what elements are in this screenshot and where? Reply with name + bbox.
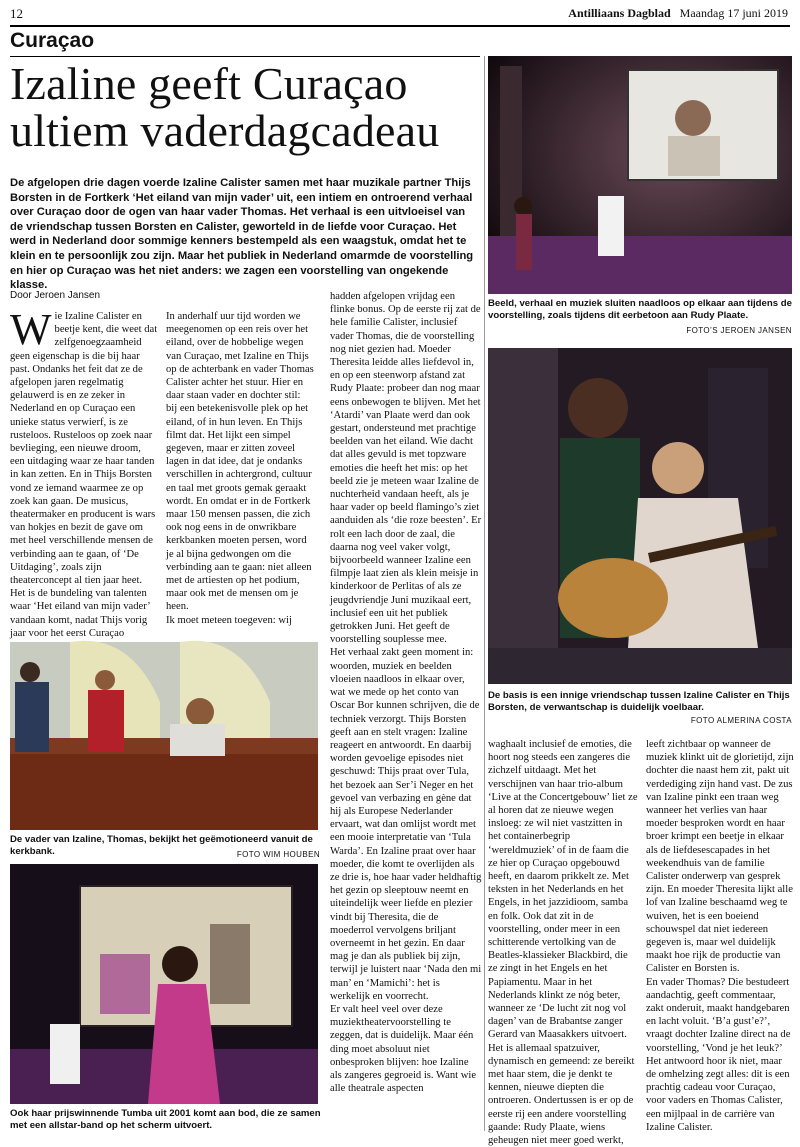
photo-tumba-performance-image	[10, 864, 318, 1104]
photo-duo-credit: FOTO ALMERINA COSTA	[690, 716, 792, 725]
photo-father-pew-image	[10, 642, 318, 830]
top-rule	[10, 25, 790, 27]
photo-duo-image	[488, 348, 792, 684]
photo-screen-tribute-caption: Beeld, verhaal en muziek sluiten naadloos op elkaar aan tijdens de voorstelling, zoals tijdens dit eerbetoon aan Rudy Plaate.	[488, 298, 792, 321]
photo-screen-tribute	[488, 56, 792, 294]
body-column-6: leeft zichtbaar op wanneer de muziek klinkt uit de glorietijd, zijn dochter die naast hem zit, pakt uit verdediging zijn hand vast. De zus van Izaline pinkt een traan weg wanneer het verlies van haar moeder besproken wordt en haar broer krimpt een beetje in elkaar als de liefdesescapades in het weekendhuis van de familie Calister onderwerp van gesprek zijn. En moeder Theresita lijkt alle lof van Izaline beschaamd weg te wuiven, het is een boeiend schouwspel dat niet iedereen gegeven is, maar wel duidelijk maakt hoe rijk de productie van Calister en Borsten is. En vader Thomas? Die bestudeert aandachtig, geeft commentaar, zakt onderuit, maakt handgebaren en lacht voluit. ‘B’a gust’e?’, vraagt dochter Izaline direct na de voorstelling, ‘Vond je het leuk?’ Het antwoord hoor ik niet, maar de omhelzing zegt alles: dit is een prachtig cadeau voor Curaçao, voor vaders en Thomas Calister, een mijlpaal in de carrière van Izaline Calister.	[646, 739, 794, 1133]
masthead	[568, 6, 788, 21]
headline: Izaline geeft Curaçao ultiem vaderdagcadeau	[10, 58, 440, 156]
lead-paragraph: De afgelopen drie dagen voerde Izaline Calister samen met haar muzikale partner Thijs Borsten in de Fortkerk ‘Het eiland van mijn vader’ uit, een intiem en ontroerend verhaal over Curaçao door de ogen van haar vader Thomas. Het verhaal is een uitvloeisel van de vriendschap tussen Borsten en Calister, geworteld in de liefde voor Curaçao. Het werd in Nederland door sommige kenners bestempeld als een waagstuk, omdat het te klein en te persoonlijk zou zijn. Maar het publiek in Nederland omarmde de voorstelling en hier op Curaçao was het niet anders: we zagen een voorstelling van ongekende klasse.	[10, 177, 474, 292]
photo-duo-caption: De basis is een innige vriendschap tussen Izaline Calister en Thijs Borsten, de verwantschap is duidelijk voelbaar.	[488, 690, 790, 713]
column-divider	[484, 56, 485, 1131]
column-1-text: ie Izaline Calister en beetje kent, die weet dat zelfgenoegzaamheid geen eigenschap is die bij haar past. Ondanks het feit dat ze de afgelopen jaren regelmatig gelauwerd is en ze zeker in Nederland en op Curaçao een unieke status verwierf, is ze rusteloos. Rusteloos op zoek naar bevlieging, een nieuwe droom, een uitdaging waar ze haar tanden in kan zetten. En in Thijs Borsten vond ze iemand waarmee ze op zoek kan gaan. De musicus, theatermaker en producent is wars van hokjes en bezit de gave om met heel verschillende mensen de verbinding aan te gaan, of ‘De Uitdaging’, zoals zijn theaterconcept al tien jaar heet. Het is de bundeling van talenten waar ‘Het eiland van mijn vader’ vandaan komt, nadat Thijs vorig jaar voor het eerst Curaçao	[10, 311, 158, 639]
photo-screen-tribute-image	[488, 56, 792, 294]
photo-duo	[488, 348, 792, 684]
photo-tumba-caption: Ook haar prijswinnende Tumba uit 2001 komt aan bod, die ze samen met een allstar-band op het scherm uitvoert.	[10, 1108, 321, 1131]
photo-tumba-performance	[10, 864, 318, 1104]
body-column-2: In anderhalf uur tijd worden we meegenomen op een reis over het eiland, over de hobbelige wegen van Curaçao, met Izaline en Thijs op de achterbank en vader Thomas Calister achter het stuur. Hier en daar staan vader en dochter stil: bij een betekenisvolle plek op het eiland, of in hun leven. En Thijs filmt dat. Het lijkt een simpel gegeven, maar er zitten zoveel lagen in dat idee, dat je ondanks verschillen in achtergrond, cultuur en taal met groots gemak geraakt wordt. En omdat er in de Fortkerk maar 150 mensen passen, die zich ook nog eens in de onwrikbare kerkbanken moeten persen, word je al bijna gedwongen om die verbinding aan te gaan: niet alleen met de artiesten op het podium, maar ook met de mensen om je heen. Ik moet meteen toegeven: wij	[166, 311, 314, 626]
section-title: Curaçao	[10, 29, 95, 52]
photo-father-pew-credit: FOTO WIM HOUBEN	[236, 850, 320, 859]
drop-cap: W	[10, 305, 52, 354]
body-column-1	[10, 305, 158, 640]
body-column-5: waghaalt inclusief de emoties, die hoort nog steeds een zangeres die zichzelf uitdaagt. Met het verschijnen van haar trio-album ‘Live at the Concertgebouw’ liet ze al horen dat ze nieuwe wegen insloeg: ze wil niet vastzitten in het containerbegrip ‘wereldmuziek’ of in de faam die ze hier op Curaçao opgebouwd heeft, en daarom prikkelt ze. Met teksten in het Nederlands en het Engels, in het jazzidioom, samba en folk. Ook dat zit in de voorstelling, onder meer in een schitterende vertolking van de Beatles-klassieker Blackbird, die ze zingt in het Engels en het Papiamentu. Maar in het Nederlands klinkt ze nóg beter, wanneer ze ‘De lucht zit nog vol dagen’ van de Brabantse zanger Gerard van Maasakkers uitvoert. Het is allemaal spatzuiver, dynamisch en gemeend: ze bereikt met haar stem, die je denkt te kennen, nieuwe diepten die ontroeren. Ondertussen is er op de eerste rij een andere voorstelling gaande: Rudy Plaate, wiens geheugen niet meer goed werkt,	[488, 739, 638, 1147]
photo-screen-tribute-credit: FOTO’S JEROEN JANSEN	[686, 326, 792, 335]
section-rule	[10, 56, 480, 57]
photo-father-pew	[10, 642, 318, 830]
byline: Door Jeroen Jansen	[10, 290, 101, 301]
body-column-3: hadden afgelopen vrijdag een flinke bonus. Op de eerste rij zat de hele familie Calister, inclusief vader Thomas, die de voorstelling nog niet gezien had. Moeder Theresita leidde alles liefdevol in, en op een steenworp afstand zat Rudy Plaate: probeer dan nog maar eens onbewogen te blijven. Met het ‘Atardi’ van Plaate werd dan ook gestart, ondersteund met prachtige beelden van het eiland. Wie dacht dat alles gevuld is met topzware emoties die heeft het mis: op het beeld zie je meteen waar Izaline de nuchterheid vandaan heeft, als je haar vader op beeld flamingo’s ziet aanduiden als ‘die roze beesten’. Er rolt een lach door de zaal, die daarna nog veel vaker volgt, bijvoorbeeld wanneer Izaline een filmpje laat zien als klein meisje in kinderkoor de Perlitas of als ze jeugdvriendje Juni muzikaal eert, inclusief een uit het publiek getrokken Juni. Het geeft de voorstelling souplesse mee. Het verhaal zakt geen moment in: woorden, muziek en beelden vloeien naadloos in elkaar over, wat we mede op het conto van Oscar Bor kunnen schrijven, die de techniek verzorgt. Thijs Borsten geeft aan en stelt vragen: Izaline reageert en antwoordt. En daarbij worden gevoelige episodes niet geschuwd: Thijs praat over Tula, het bezoek aan Ser’i Neger en het gevoel van verbazing en gène dat hij als Europese Nederlander ervaart, wat dan omlijst wordt met een mooie interpretatie van ‘Tula Warda’. En Izaline praat over haar moeder, die komt te overlijden als ze drie is, hoe haar vader heldhaftig het gezin op sleeptouw neemt en uiteindelijk weer liefde en plezier vindt bij Theresita, die de moederrol vervolgens briljant overneemt in het gezin. En daar mag je dan als publiek bij zijn, terwijl je luistert naar ‘Nada den mi man’ en ‘Mamichi’: het is werkelijk en voorrecht. Er valt heel veel over deze muziektheatervoorstelling te zeggen, dat is duidelijk. Maar één ding moet absoluut niet onbesproken blijven: hoe Izaline als zangeres gegroeid is. Want wie alle theatrale aspecten	[330, 291, 482, 1095]
issue-date: Maandag 17 juni 2019	[679, 6, 788, 20]
page-number: 12	[10, 6, 23, 21]
photo-father-pew-caption: De vader van Izaline, Thomas, bekijkt het geëmotioneerd vanuit de kerkbank.	[10, 834, 313, 857]
paper-name: Antilliaans Dagblad	[568, 6, 671, 20]
